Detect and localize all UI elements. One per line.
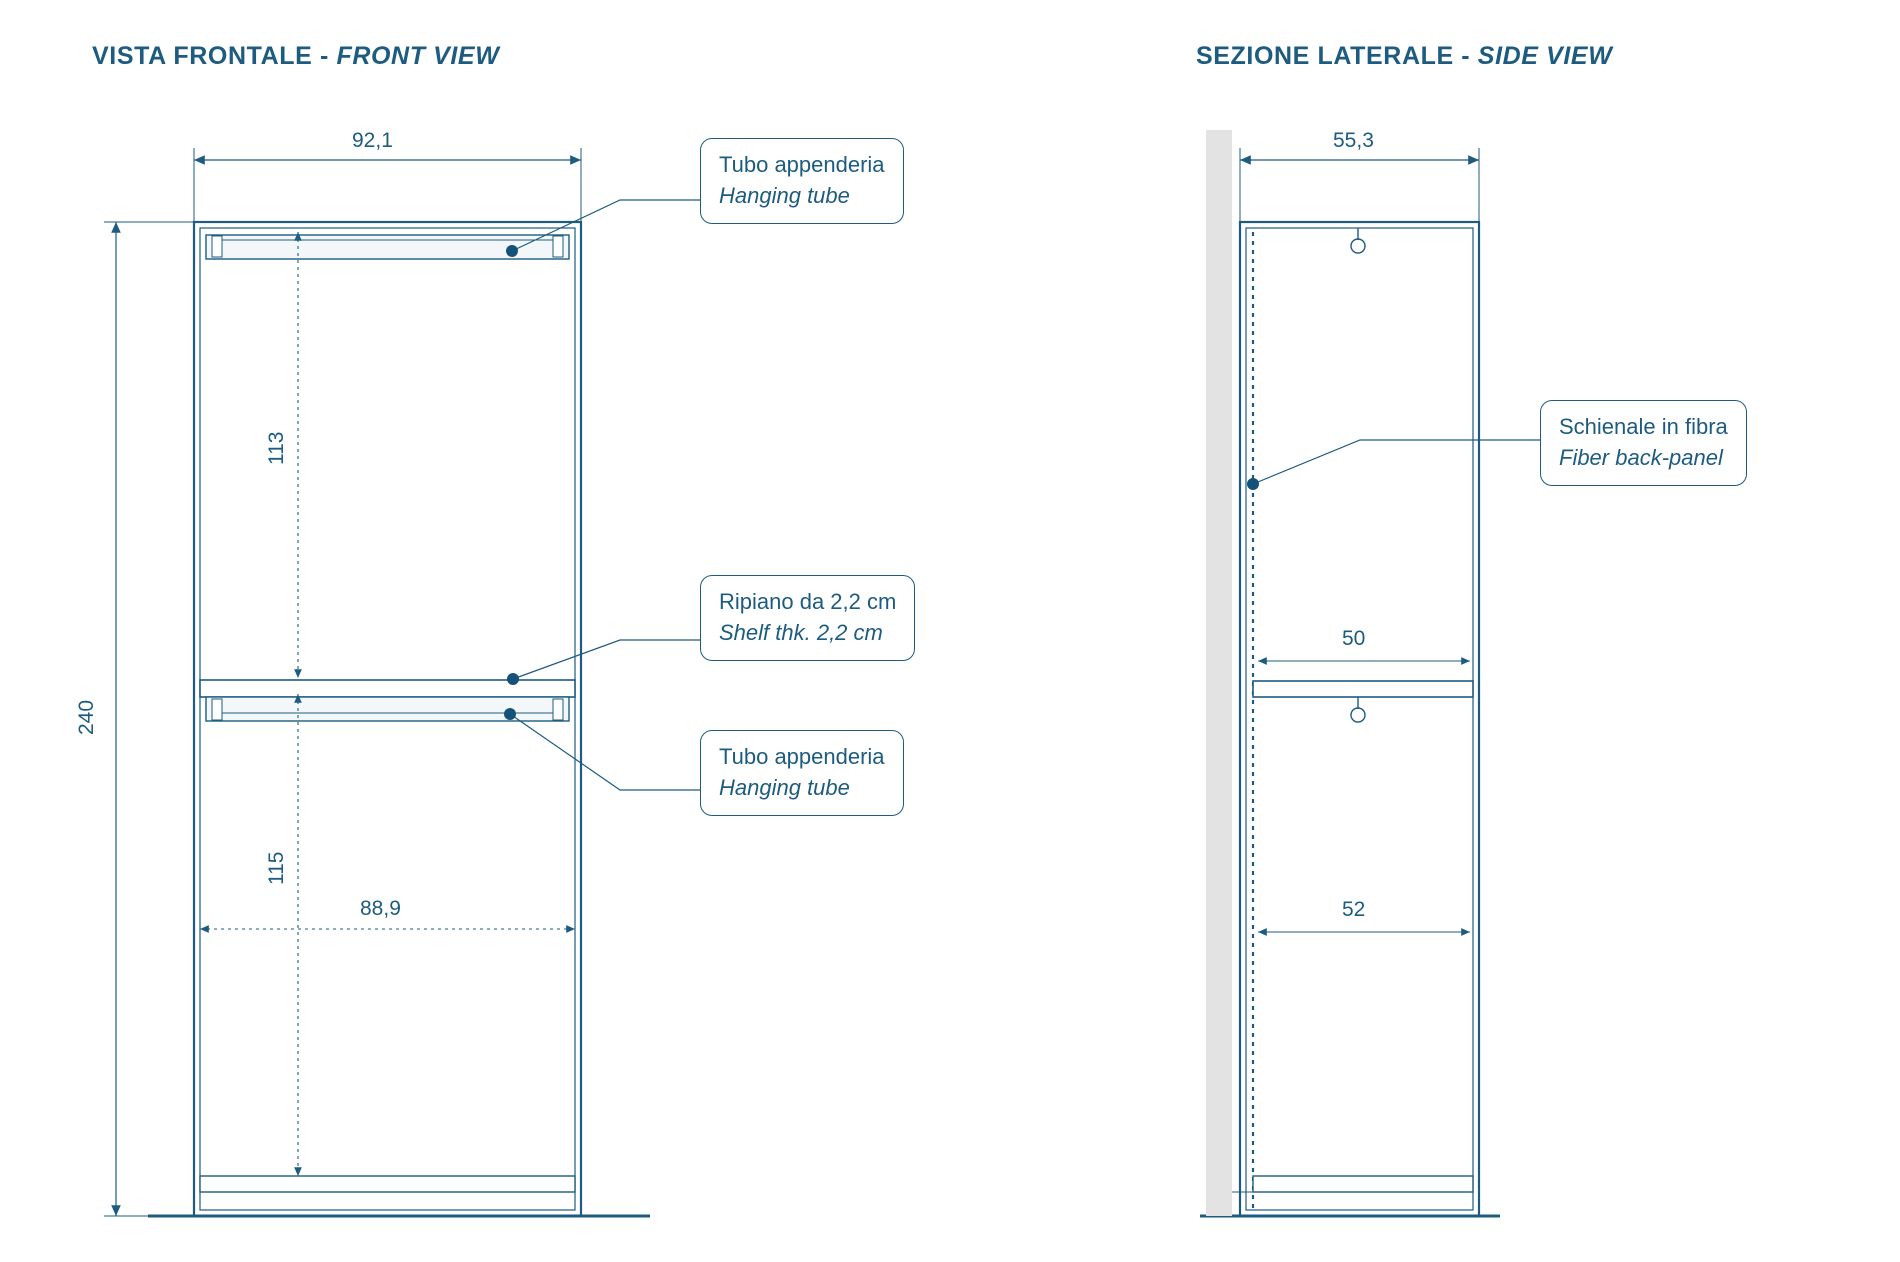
dimension-side-depth: 55,3 [1333,129,1374,152]
callout-back-panel-it: Schienale in fibra [1559,414,1728,439]
dimension-total-height: 240 [75,699,98,735]
callout-hanging-tube-top-it: Tubo appenderia [719,152,885,177]
callout-hanging-tube-top-en: Hanging tube [719,183,850,209]
side-view-title-en: SIDE VIEW [1477,42,1613,70]
side-view-group [1200,130,1540,1216]
dimension-upper-compartment: 113 [265,431,288,465]
front-view-title-separator: - [312,42,337,70]
side-view-title-separator: - [1453,42,1478,70]
side-view-title-it: SEZIONE LATERALE [1196,42,1454,70]
callout-hanging-tube-bottom-en: Hanging tube [719,775,850,801]
dimension-shelf-depth: 50 [1342,627,1366,650]
dimension-front-width: 92,1 [352,129,393,152]
dimension-inner-depth: 52 [1342,898,1366,921]
callout-shelf [700,575,915,661]
callout-back-panel [1540,400,1747,486]
callout-hanging-tube-bottom [700,730,904,816]
callout-back-panel-en: Fiber back-panel [1559,445,1723,471]
front-view-title-it: VISTA FRONTALE [92,42,313,70]
callout-shelf-en: Shelf thk. 2,2 cm [719,620,883,646]
front-view-title-en: FRONT VIEW [336,42,500,70]
callout-hanging-tube-bottom-it: Tubo appenderia [719,744,885,769]
callout-shelf-it: Ripiano da 2,2 cm [719,589,897,614]
dimension-lower-compartment: 115 [265,851,288,885]
callout-hanging-tube-top [700,138,904,224]
front-view-group [104,148,700,1216]
dimension-inner-width: 88,9 [360,897,401,920]
